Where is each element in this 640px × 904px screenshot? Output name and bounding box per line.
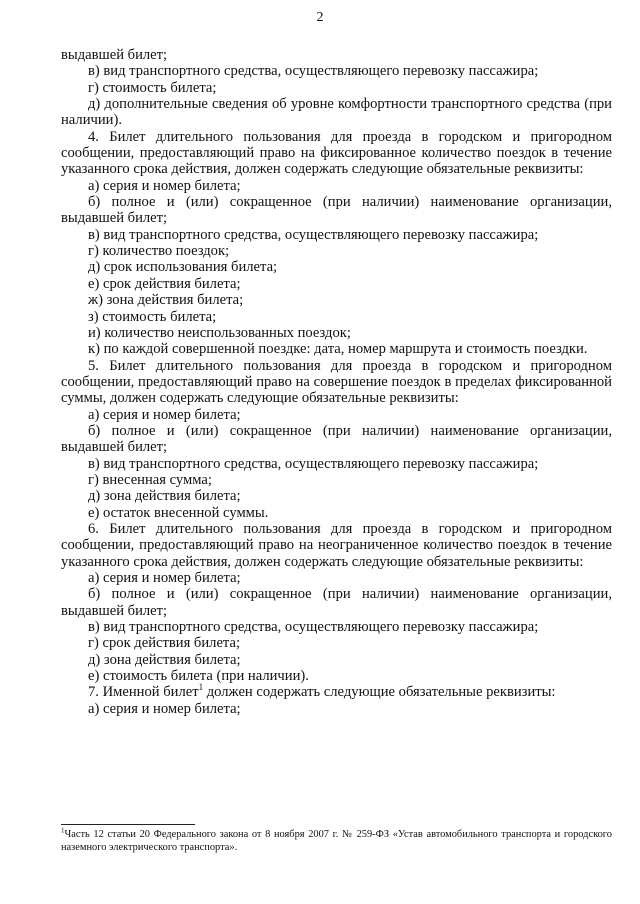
list-item: в) вид транспортного средства, осуществляющего перевозку пассажира; [88,226,539,243]
list-item: б) полное и (или) сокращенное (при наличии) наименование организации, выдавшей билет; [61,194,612,227]
list-item: д) зона действия билета; [88,651,241,668]
clause-5: 5. Билет длительного пользования для проезда в городском и пригородном сообщении, предоставляющий право на совершение поездок в пределах фиксированной суммы, должен содержать следующие обязательные реквизиты: [61,357,612,407]
footnote-reference[interactable]: 1 [198,682,204,693]
list-item: е) остаток внесенной суммы. [88,504,269,521]
footnote-marker: 1 [61,826,65,835]
list-item: а) серия и номер билета; [88,406,241,423]
clause-7 [61,684,612,700]
list-item: а) серия и номер билета; [88,570,241,586]
list-item: г) количество поездок; [88,243,230,260]
list-item: д) зона действия билета; [88,488,241,505]
list-item: в) вид транспортного средства, осуществляющего перевозку пассажира; [88,455,539,472]
list-item: з) стоимость билета; [88,308,217,325]
list-item: г) срок действия билета; [88,635,241,652]
page-number: 2 [316,10,324,25]
document-body [61,47,612,717]
paragraph: выдавшей билет; [61,47,168,63]
list-item: г) внесенная сумма; [88,471,212,488]
clause-7-start: 7. Именной билет [88,684,199,701]
list-item: д) срок использования билета; [88,259,278,276]
list-item: ж) зона действия билета; [88,292,244,309]
clause-7-end: должен содержать следующие обязательные реквизиты: [203,684,556,701]
clause-6: 6. Билет длительного пользования для проезда в городском и пригородном сообщении, предоставляющий право на неограниченное количество поездок в течение указанного срока действия, должен содержать следующие обязательные реквизиты: [61,520,612,570]
footnote-text: Часть 12 статьи 20 Федерального закона от 8 ноября 2007 г. № 259-ФЗ «Устав автомобильного транспорта и городского наземного электрического транспорта». [61,829,612,854]
list-item: е) срок действия билета; [88,275,241,292]
footnote-separator [61,824,195,825]
list-item: г) стоимость билета; [88,79,217,96]
list-item: д) дополнительные сведения об уровне комфортности транспортного средства (при наличии). [61,96,612,129]
clause-4: 4. Билет длительного пользования для проезда в городском и пригородном сообщении, предоставляющий право на фиксированное количество поездок в течение указанного срока действия, должен содержать следующие обязательные реквизиты: [61,128,612,178]
list-item: к) по каждой совершенной поездке: дата, номер маршрута и стоимость поездки. [88,341,588,358]
list-item: в) вид транспортного средства, осуществляющего перевозку пассажира; [88,619,539,636]
list-item: а) серия и номер билета; [88,177,241,194]
list-item: е) стоимость билета (при наличии). [88,668,309,685]
list-item: б) полное и (или) сокращенное (при наличии) наименование организации, выдавшей билет; [61,422,612,456]
list-item: и) количество неиспользованных поездок; [88,324,351,341]
list-item: в) вид транспортного средства, осуществляющего перевозку пассажира; [88,63,539,80]
footnote [61,828,612,855]
list-item: а) серия и номер билета; [88,700,241,717]
list-item: б) полное и (или) сокращенное (при наличии) наименование организации, выдавшей билет; [61,586,612,619]
